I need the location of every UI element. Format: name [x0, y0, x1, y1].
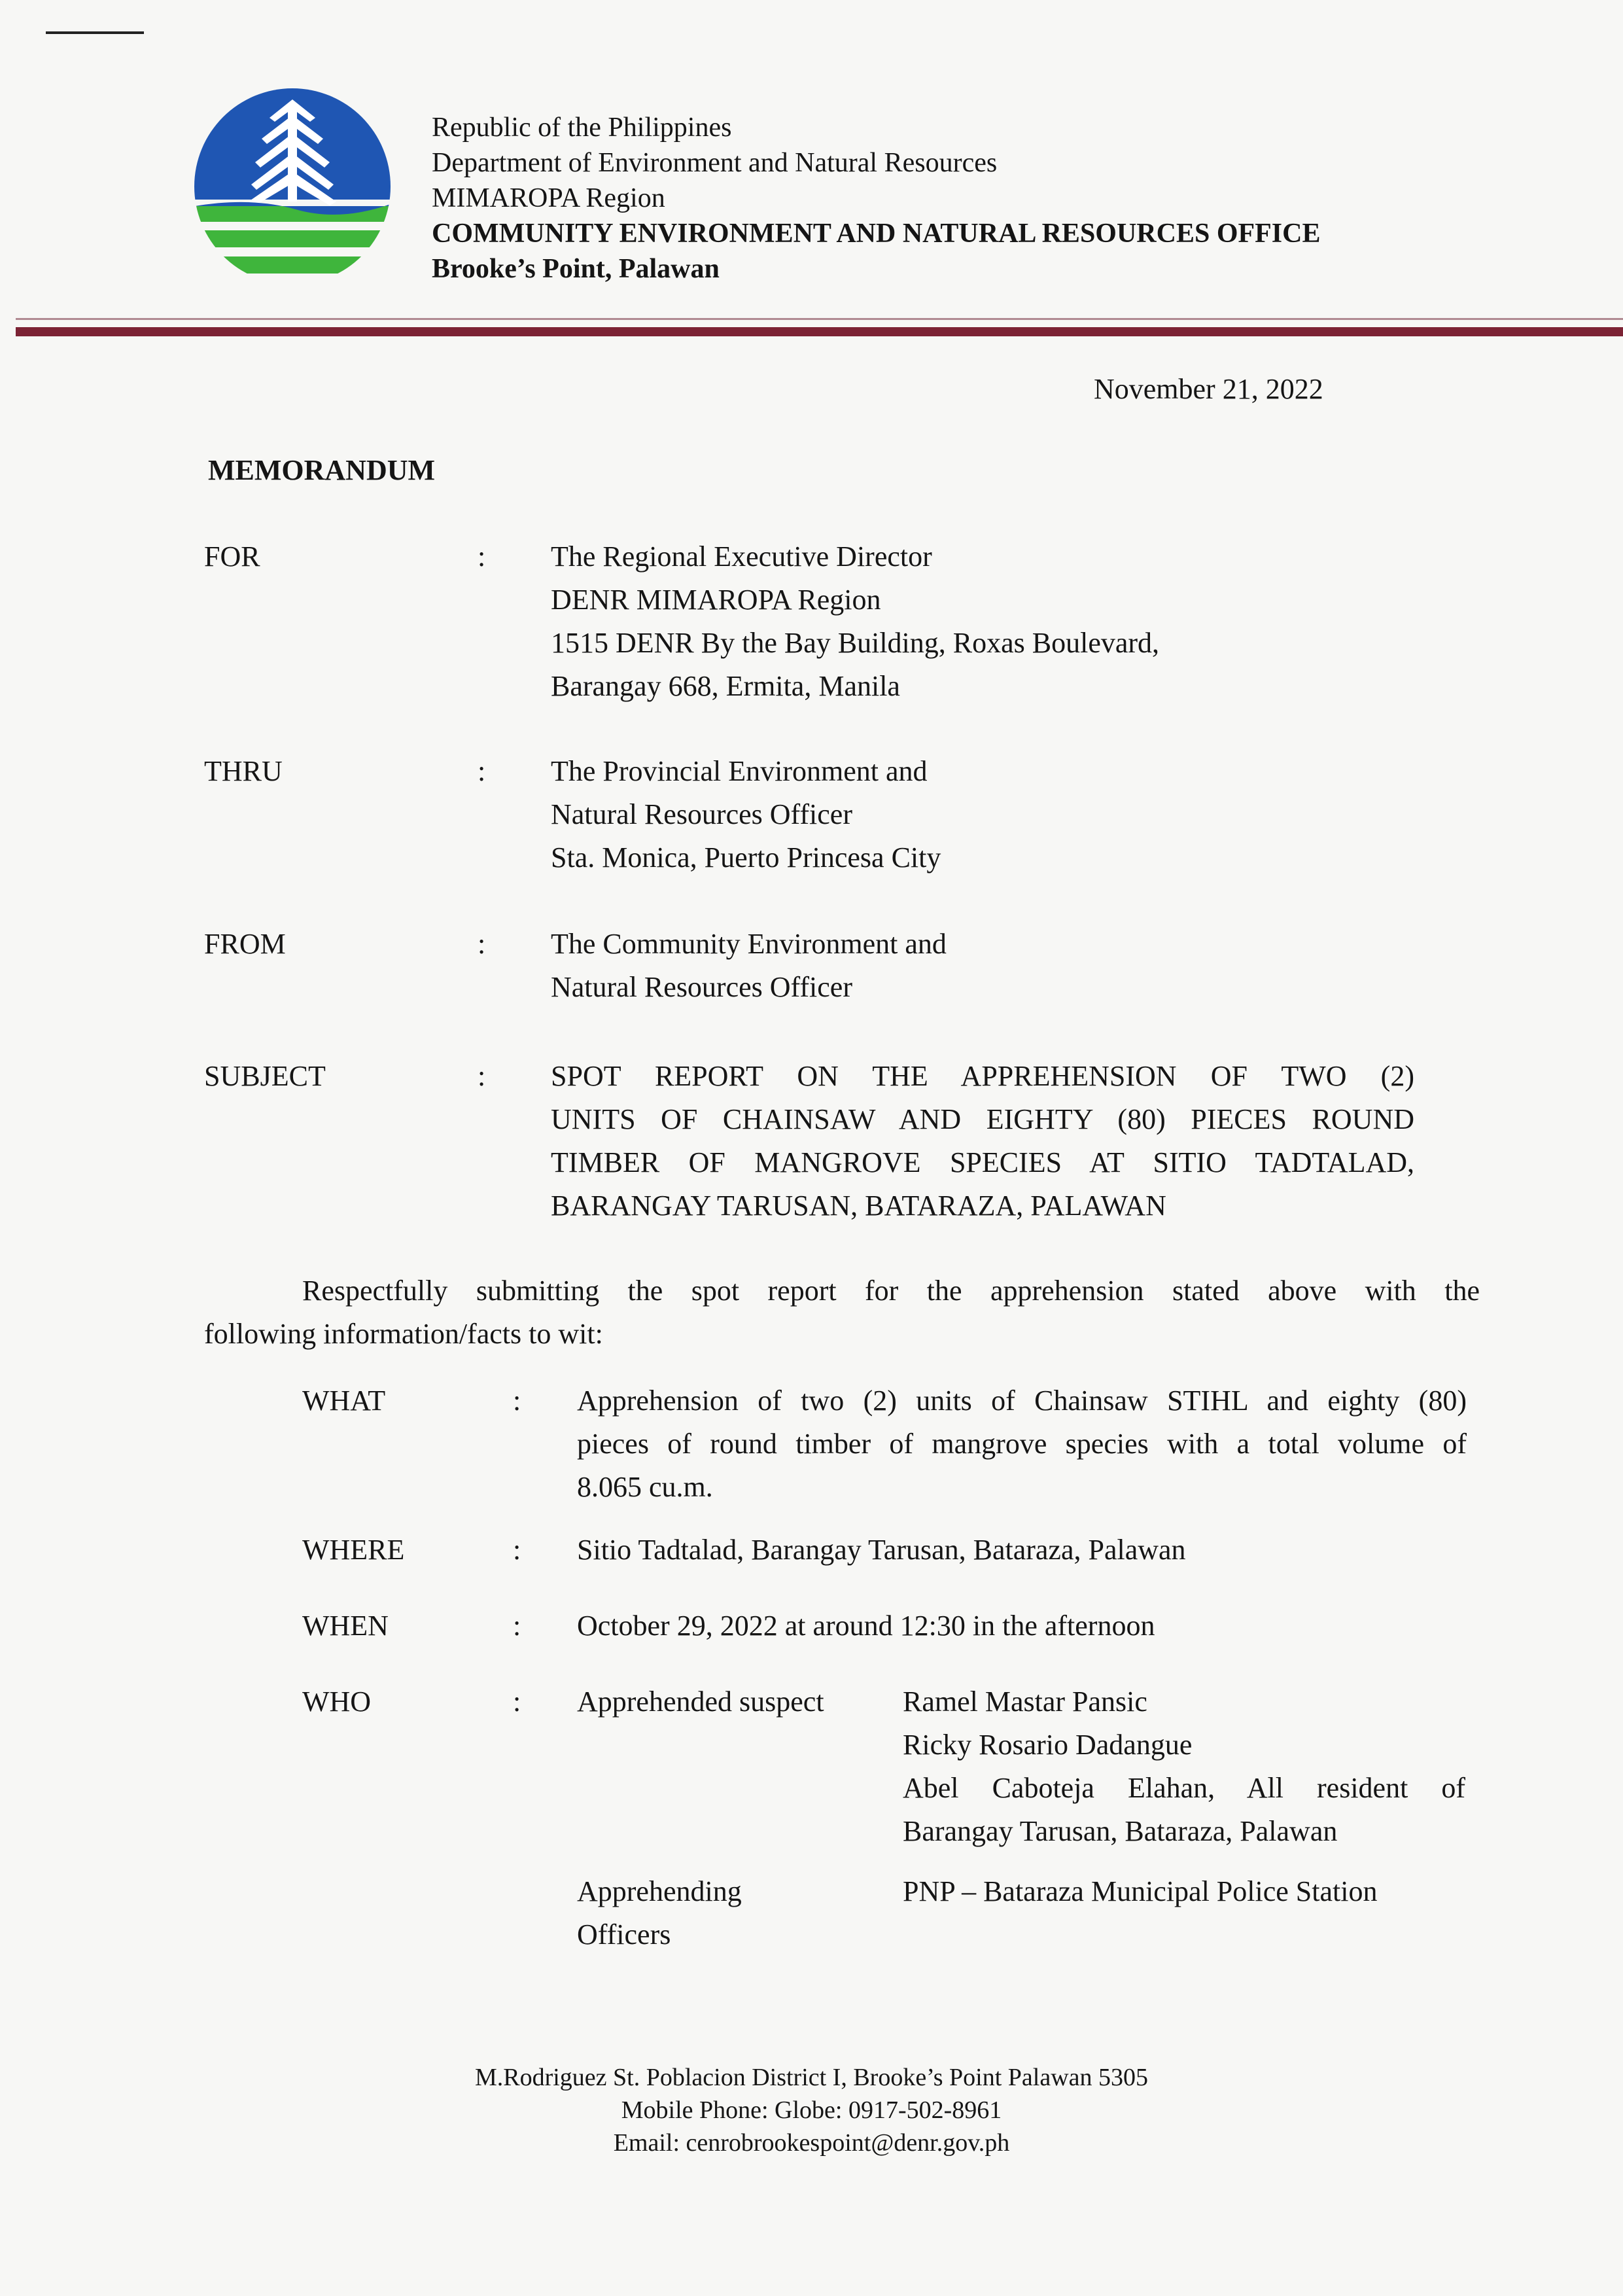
where-value: Sitio Tadtalad, Barangay Tarusan, Bataraza, Palawan — [577, 1534, 1186, 1566]
subject-text — [551, 1055, 1414, 1227]
for-label: FOR — [204, 540, 260, 573]
from-colon: : — [478, 928, 486, 960]
when-value: October 29, 2022 at around 12:30 in the afternoon — [577, 1610, 1155, 1642]
suspect-label: Apprehended suspect — [577, 1686, 824, 1718]
header-rule-thin — [16, 318, 1623, 320]
subject-line: UNITS OF CHAINSAW AND EIGHTY (80) PIECES ROUND — [551, 1103, 1414, 1135]
what-line: pieces of round timber of mangrove species with a total volume of — [577, 1428, 1467, 1460]
thru-colon: : — [478, 755, 486, 787]
subject-line: TIMBER OF MANGROVE SPECIES AT SITIO TADTALAD, — [551, 1146, 1414, 1178]
memo-date: November 21, 2022 — [1094, 373, 1323, 405]
who-label: WHO — [302, 1686, 372, 1718]
thru-label: THRU — [204, 755, 283, 787]
from-line: The Community Environment and — [551, 928, 947, 960]
who-colon: : — [513, 1686, 521, 1718]
officers-label-line: Apprehending — [577, 1875, 742, 1907]
when-colon: : — [513, 1610, 521, 1642]
for-line: DENR MIMAROPA Region — [551, 584, 881, 616]
letterhead-republic: Republic of the Philippines — [432, 113, 732, 143]
memo-title: MEMORANDUM — [208, 454, 436, 486]
footer-address: M.Rodriguez St. Poblacion District I, Brooke’s Point Palawan 5305 — [474, 2064, 1149, 2091]
for-line: The Regional Executive Director — [551, 540, 932, 573]
subject-label: SUBJECT — [204, 1060, 326, 1092]
letterhead-department: Department of Environment and Natural Resources — [432, 148, 998, 178]
for-line: Barangay 668, Ermita, Manila — [551, 670, 900, 702]
where-label: WHERE — [302, 1534, 405, 1566]
suspect-list — [903, 1680, 1465, 1853]
intro-line: Respectfully submitting the spot report for the apprehension stated above with the — [302, 1275, 1480, 1307]
from-sender — [551, 923, 1480, 1009]
letterhead-office: COMMUNITY ENVIRONMENT AND NATURAL RESOURCES OFFICE — [432, 219, 1321, 249]
thru-line: Natural Resources Officer — [551, 798, 852, 830]
denr-logo-icon — [191, 85, 394, 288]
officers-label-line: Officers — [577, 1918, 671, 1951]
subject-colon: : — [478, 1060, 486, 1092]
subject-line: BARANGAY TARUSAN, BATARAZA, PALAWAN — [551, 1190, 1166, 1222]
intro-paragraph — [204, 1269, 1480, 1356]
when-label: WHEN — [302, 1610, 389, 1642]
for-line: 1515 DENR By the Bay Building, Roxas Boulevard, — [551, 627, 1160, 659]
suspect-name: Ramel Mastar Pansic — [903, 1686, 1147, 1718]
subject-line: SPOT REPORT ON THE APPREHENSION OF TWO (2) — [551, 1060, 1414, 1092]
letterhead-region: MIMAROPA Region — [432, 183, 665, 213]
officers-label — [577, 1870, 891, 1956]
what-line: 8.065 cu.m. — [577, 1471, 713, 1503]
thru-line: The Provincial Environment and — [551, 755, 928, 787]
thru-recipient — [551, 750, 1480, 879]
letterhead — [432, 110, 1321, 287]
thru-line: Sta. Monica, Puerto Princesa City — [551, 841, 941, 874]
letterhead-location: Brooke’s Point, Palawan — [432, 254, 720, 284]
what-colon: : — [513, 1385, 521, 1417]
intro-line: following information/facts to wit: — [204, 1318, 603, 1350]
what-value — [577, 1379, 1467, 1509]
corner-mark — [46, 31, 144, 34]
from-label: FROM — [204, 928, 286, 960]
header-rule — [16, 327, 1623, 336]
for-colon: : — [478, 540, 486, 573]
footer-phone: Mobile Phone: Globe: 0917-502-8961 — [621, 2096, 1002, 2124]
what-label: WHAT — [302, 1385, 386, 1417]
suspect-name: Ricky Rosario Dadangue — [903, 1729, 1193, 1761]
footer-email: Email: cenrobrookespoint@denr.gov.ph — [613, 2129, 1010, 2157]
suspect-name: Barangay Tarusan, Bataraza, Palawan — [903, 1815, 1338, 1847]
where-colon: : — [513, 1534, 521, 1566]
footer — [0, 2061, 1623, 2159]
suspect-name: Abel Caboteja Elahan, All resident of — [903, 1772, 1465, 1804]
what-line: Apprehension of two (2) units of Chainsaw STIHL and eighty (80) — [577, 1385, 1467, 1417]
officers-value: PNP – Bataraza Municipal Police Station — [903, 1875, 1378, 1907]
for-recipient — [551, 535, 1480, 708]
from-line: Natural Resources Officer — [551, 971, 852, 1003]
